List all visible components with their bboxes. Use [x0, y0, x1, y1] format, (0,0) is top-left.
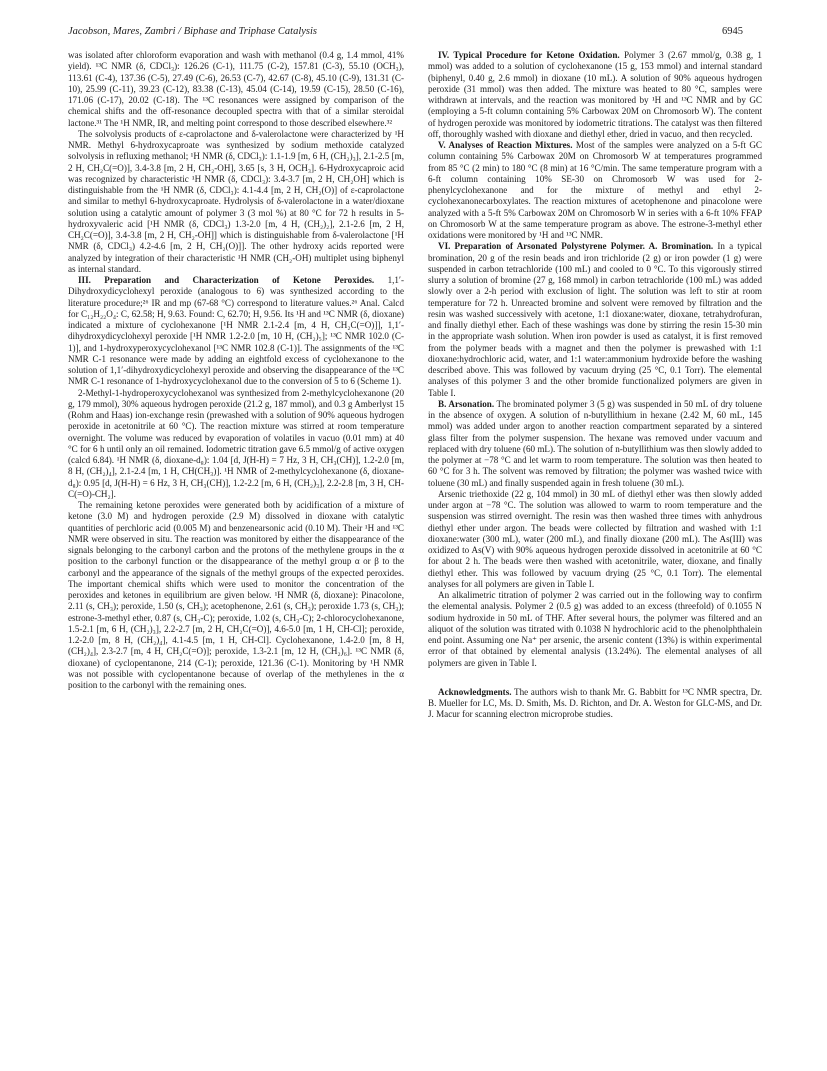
- running-title: Jacobson, Mares, Zambri / Biphase and Triphase Catalysis: [68, 26, 317, 37]
- running-head: [68, 26, 743, 40]
- paragraph-l1: The solvolysis products of ε-caprolactone and δ-valerolactone were characterized by ¹H NMR. Methyl 6-hydroxycaproate was synthesized by sodium methoxide catalyzed solvolysis in refluxing methanol; ¹H NMR (δ, CDCl₃): 1.1-1.9 [m, 6 H, (CH₂)₃], 2.1-2.5 [m, 2 H, CH₂C(=O)], 3.4-3.8 [m, 2 H, CH₂-OH], 3.65 [s, 3 H, OCH₃]. 6-Hydroxycaproic acid was recognized by characteristic ¹H NMR (δ, CDCl₃): 3.4-3.7 [m, 2 H, CH₂OH] which is distinguishable from the ¹H NMR (δ, CDCl₃): 4.1-4.4 [m, 2 H, CH₂(O)] of ε-caprolactone and similar to methyl 6-hydroxycaproate. Hydrolysis of δ-valerolactone in a water/dioxane solution using a catalytic amount of polymer 3 (3 mol %) at 80 °C for 72 h results in 5-hydroxyvaleric acid [¹H NMR (δ, CDCl₃) 1.3-2.0 [m, 4 H, (CH₂)₂], 2.1-2.6 [m, 2 H, CH₂C(=O)], 3.4-3.8 [m, 2 H, CH₂-OH]] which is distinguishable from δ-valerolactone [¹H NMR (δ, CDCl₃) 4.2-4.6 [m, 2 H, CH₂(O)]]. The other hydroxy acids reported were analyzed by integration of their characteristic ¹H NMR (CH₂-OH) multiplet using biphenyl as internal standard.: [68, 128, 404, 274]
- right-column: [428, 50, 762, 721]
- section-heading-vi: VI. Preparation of Arsonated Polystyrene Polymer. A. Bromination.: [438, 241, 714, 252]
- paragraph-l3: 2-Methyl-1-hydroperoxycyclohexanol was synthesized from 2-methylcyclohexanone (20 g, 179 mmol), 30% aqueous hydrogen peroxide (21.2 g, 187 mmol), and 0.3 g Amberlyst 15 (Rohm and Haas) ion-exchange resin (prewashed with a solution of 90% aqueous hydrogen peroxide in acetonitrile at 60 °C). The reaction mixture was stirred at room temperature overnight. The volume was reduced by evaporation of volatiles in vacuo (0.01 mm) at 40 °C for 6 h until only an oil remained. Iodometric titration gave 6.5 mmol/g of active oxygen (calcd 6.84). ¹H NMR (δ, dioxane-d₈): 1.04 [d, J(H-H) = 7 Hz, 3 H, CH₃(CH)], 1.2-2.0 [m, 8 H, (CH₂)₄], 2.1-2.4 [m, 1 H, CH(CH₃)]. ¹H NMR of 2-methylcyclohexanone (δ, dioxane-d₈): 0.95 [d, J(H-H) = 6 Hz, 3 H, CH₃(CH)], 1.2-2.2 [m, 6 H, (CH₂)₃], 2.2-2.8 [m, 3 H, CH-C(=O)-CH₂].: [68, 387, 404, 499]
- paragraph-l0: was isolated after chloroform evaporation and wash with methanol (0.4 g, 1.4 mmol, 41% yield). ¹³C NMR (δ, CDCl₃): 126.26 (C-1), 111.75 (C-2), 157.81 (C-3), 55.10 (OCH₃), 113.61 (C-4), 137.36 (C-5), 27.49 (C-6), 26.53 (C-7), 42.67 (C-8), 45.10 (C-9), 131.31 (C-10), 25.99 (C-11), 39.23 (C-12), 83.38 (C-13), 45.04 (C-14), 19.59 (C-15), 28.50 (C-16), 171.06 (C-17), 20.02 (C-18). The ¹³C resonances were assigned by comparison of the chemical shifts and the off-resonance decoupled spectra with that of a similar steroidal lactone.³¹ The ¹H NMR, IR, and melting point correspond to those described elsewhere.³²: [68, 50, 404, 128]
- paragraph-r2: VI. Preparation of Arsonated Polystyrene Polymer. A. Bromination. In a typical bromination, 20 g of the resin beads and iron trichloride (2 g) or iron powder (1 g) were suspended in carbon tetrachloride (100 mL) and cooled to 0 °C. To this vigorously stirred slurry a solution of bromine (27 g, 168 mmol) in carbon tetrachloride (100 mL) was added slowly over a 2-h period with exclusion of light. The solution was left to stir at room temperature for 72 h. Unreacted bromine and solvent were removed by filtration and the resin was washed successively with acetone, 1:1 dioxane:water, dioxane, tetrahydrofuran, and finally diethyl ether. Each of these washings was done by stirring the resin 15-30 min in the appropriate wash solution. When iron powder is used as catalyst, it is first removed from the polymer beads with a magnet and then the polymer is prewashed with 1:1 dioxane:hydrochloric acid, water, and 1:1 water:ammonium hydroxide before the washing described above. This was followed by vacuum drying (25 °C, 0.1 Torr). The elemental analyses of this polymer 3 and the other bromide functionalized polymers are given in Table I.: [428, 241, 762, 398]
- paragraph-r1: V. Analyses of Reaction Mixtures. Most of the samples were analyzed on a 5-ft GC column containing 5% Carbowax 20M on Chromosorb W at temperatures programmed from 85 °C (2 min) to 180 °C (8 min) at 16 °C/min. The same temperature program with a 6-ft column containing 10% SE-30 on Chromosorb W was used for 2-phenylcyclohexanone and for the mixture of methyl and ethyl 2-cyclohexanonecarboxylates. The reaction mixtures of acetophenone and pinacolone were analyzed with a 5-ft 5% Carbowax 20M on Chromosorb W in series with a 6-ft 10% FFAP on Chromosorb W at the same temperature program as above. The estrone-3-methyl ether oxidations were monitored by ¹H and ¹³C NMR.: [428, 140, 762, 240]
- left-column: [68, 50, 404, 691]
- page-number: 6945: [722, 26, 743, 37]
- paragraph-l4: The remaining ketone peroxides were generated both by acidification of a mixture of ketone (3.0 M) and hydrogen peroxide (2.9 M) dissolved in dioxane with catalytic quantities of perchloric acid (0.005 M) and benzenearsonic acid (0.10 M). Their ¹H and ¹³C NMR were observed in situ. The reaction was monitored by either the disappearance of the signals belonging to the carbonyl carbon and the protons of the methylene groups in the α position to the carbonyl function or the disappearance of the methyl group α or β to the carbonyl and the appearance of the signals of the methyl groups of the expected peroxides. The important chemical shifts which were used to monitor the concentration of the peroxides and ketones in equilibrium are given below. ¹H NMR (δ, dioxane): Pinacolone, 2.11 (s, CH₃); peroxide, 1.50 (s, CH₃); acetophenone, 2.61 (s, CH₃); peroxide 1.73 (s, CH₃); estrone-3-methyl ether, 0.87 (s, CH₃-C); peroxide, 1.02 (s, CH₃-C); 2-chlorocyclohexanone, 1.5-2.1 [m, 6 H, (CH₂)₃], 2.2-2.7 [m, 2 H, CH₂C(=O)], 4.6-5.0 [m, 1 H, CH-Cl]; peroxide, 1.2-2.0 [m, 8 H, (CH₂)₄], 4.1-4.5 [m, 1 H, CH-Cl]. Cyclohexanone, 1.4-2.0 [m, 8 H, (CH₂)₄], 2.3-2.7 [m, 4 H, CH₂C(=O)]; peroxide, 1.3-2.1 [m, 12 H, (CH₂)₆]. ¹³C NMR (δ, dioxane) of cyclopentanone, 214 (C-1); peroxide, 121.36 (C-1). Monitoring by ¹H NMR was not possible with cyclopentanone because of overlap of the methylenes in the α position to the carbonyl with the remaining ones.: [68, 500, 404, 690]
- paragraph-r3: B. Arsonation. The brominated polymer 3 (5 g) was suspended in 50 mL of dry toluene in the absence of oxygen. A solution of n-butyllithium in hexane (2.42 M, 60 mL, 145 mmol) was added under argon to another reaction compartment separated by a sintered glass filter from the polymer suspension. The hexane was removed under vacuum and replaced with dry toluene (60 mL). The solution of n-butyllithium was then slowly added to the polymer at −78 °C and let warm to room temperature. The solution was then heated to 60 °C for 3 h. The solvent was removed by filtration; the polymer was washed twice with toluene (30 mL) and finally suspended again in fresh toluene (30 mL).: [428, 398, 762, 488]
- acknowledgments: Acknowledgments. The authors wish to thank Mr. G. Babbitt for ¹³C NMR spectra, Dr. B. Mueller for LC, Ms. D. Smith, Ms. D. Richton, and Dr. A. Weston for GLC-MS, and Dr. J. Macur for scanning electron microprobe studies.: [428, 686, 762, 720]
- paragraph-r0: IV. Typical Procedure for Ketone Oxidation. Polymer 3 (2.67 mmol/g, 0.38 g, 1 mmol) was added to a solution of cyclohexanone (15 g, 153 mmol) and internal standard (biphenyl, 0.40 g, 2.6 mmol) in dioxane (10 mL). A solution of 90% aqueous hydrogen peroxide (31 mmol) was then added. The mixture was heated to 80 °C, samples were withdrawn at intervals, and the reaction was monitored by ¹H and ¹³C NMR and by GC (employing a 5-ft column containing 5% Carbowax 20M on Chromosorb W). The content of hydrogen peroxide was monitored by iodometric titrations. The catalyst was then filtered off, thoroughly washed with dioxane and diethyl ether, dried in vacuo, and then recycled.: [428, 50, 762, 139]
- section-heading-arsonation: B. Arsonation.: [438, 398, 495, 409]
- section-heading-iv: IV. Typical Procedure for Ketone Oxidation.: [438, 50, 620, 60]
- acknowledgments-heading: Acknowledgments.: [438, 686, 512, 697]
- section-heading-v: V. Analyses of Reaction Mixtures.: [438, 140, 573, 150]
- paragraph-r4: Arsenic triethoxide (22 g, 104 mmol) in 30 mL of diethyl ether was then slowly added under argon at −78 °C. The solution was allowed to warm to room temperature and the suspension was stirred overnight. The resin was then washed three times with anhydrous diethyl ether under argon. The beads were collected by filtration and washed with 1:1 dioxane:water (300 mL), water (200 mL), and finally dioxane (200 mL). The As(III) was oxidized to As(V) with 90% aqueous hydrogen peroxide dissolved in acetonitrile at 60 °C for about 2 h. The beads were then washed with acetonitrile, water, dioxane, and finally diethyl ether. This was followed by vacuum drying (25 °C, 0.1 Torr). The elemental analyses for all polymers are given in Table I.: [428, 488, 762, 589]
- paragraph-r5: An alkalimetric titration of polymer 2 was carried out in the following way to confirm the elemental analysis. Polymer 2 (0.5 g) was added to an excess (threefold) of 0.1055 N sodium hydroxide in 50 mL of THF. After several hours, the polymer was filtered and an aliquot of the solution was titrated with 0.1038 N hydrochloric acid to the phenolphthalein end point. Assuming one Na⁺ per arsenic, the arsenic content (13%) is within experimental error of that obtained by elemental analysis (13.24%). The elemental analyses of all polymers are given in Table I.: [428, 590, 762, 668]
- section-heading-iii: III. Preparation and Characterization of Ketone Peroxides.: [78, 275, 375, 285]
- paragraph-l2: III. Preparation and Characterization of Ketone Peroxides. 1,1′-Dihydroxydicyclohexyl peroxide (analogous to 6) was synthesized according to the literature procedure;²⁶ IR and mp (67-68 °C) correspond to literature values.²⁶ Anal. Calcd for C₁₂H₂₂O₄: C, 62.58; H, 9.63. Found: C, 62.70; H, 9.56. Its ¹H and ¹³C NMR (δ, dioxane) indicated a mixture of cyclohexanone [¹H NMR 2.1-2.4 [m, 4 H, CH₂C(=O)]], 1,1′-dihydroxydicyclohexyl peroxide [¹H NMR 1.2-2.0 [m, 10 H, (CH₂)₅]; ¹³C NMR 102.0 (C-1)], and 1-hydroxyperoxycyclohexanol [¹³C NMR 102.8 (C-1)]. The assignments of the ¹³C NMR C-1 resonance were made by adding an eightfold excess of cyclohexanone to the solution of 1,1′-dihydroxydicyclohexyl peroxide and observing the disappearance of the ¹³C NMR C-1 resonance of 1-hydroxycyclohexanol due to the conversion of 5 to 6 (Scheme 1).: [68, 275, 404, 387]
